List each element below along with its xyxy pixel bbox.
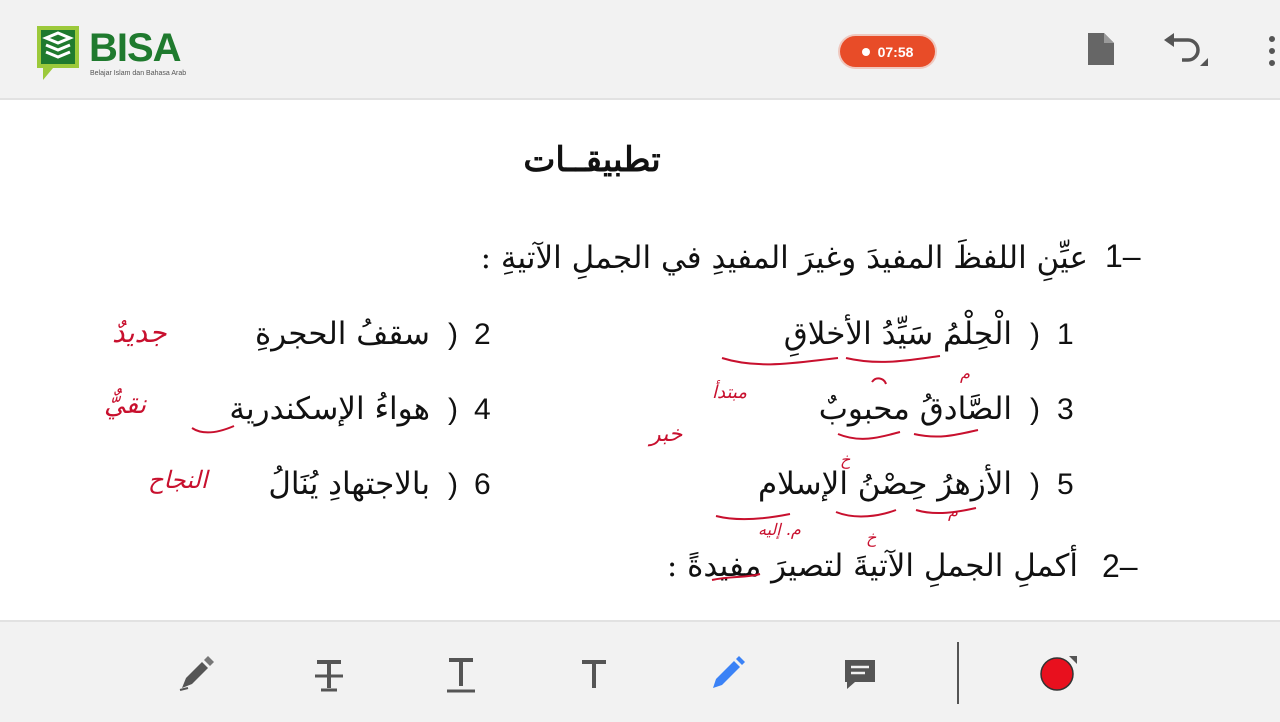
item4-paren: )	[448, 393, 458, 426]
annotation-item5-mudaf-ilaih: م. إليه	[758, 520, 801, 539]
ink-underline-item1b	[846, 356, 940, 362]
item2-number: 2	[474, 318, 491, 351]
recording-time: 07:58	[877, 43, 914, 60]
annotation-item3-khabar: خبر	[650, 422, 683, 447]
annotation-item2: جديدٌ	[112, 316, 167, 349]
ink-underline-item5	[716, 514, 790, 519]
ink-underline-item3	[838, 432, 900, 439]
comment-icon[interactable]	[838, 652, 882, 696]
bottom-toolbar	[0, 620, 1280, 722]
annotation-mark-kh-item5: خ	[866, 528, 877, 547]
file-icon[interactable]	[1086, 33, 1114, 65]
logo-tagline: Belajar Islam dan Bahasa Arab	[90, 70, 187, 77]
item2-text: سقفُ الحجرةِ	[254, 316, 430, 352]
item1-number: 1	[1057, 318, 1074, 351]
item2-paren: )	[448, 318, 458, 351]
toolbar-separator	[957, 642, 959, 704]
ink-underline-item4	[192, 426, 234, 432]
undo-icon[interactable]	[1160, 32, 1210, 68]
underline-text-icon[interactable]	[439, 652, 483, 696]
item3-number: 3	[1057, 393, 1074, 426]
pencil-icon[interactable]	[705, 652, 749, 696]
question1-number: 1–	[1105, 238, 1141, 274]
annotation-item3-mubtada: مبتدأ	[712, 382, 747, 403]
ink-underline-item5c	[916, 508, 976, 513]
item6-paren: )	[448, 468, 458, 501]
question2-number: 2–	[1102, 548, 1138, 584]
annotation-mark-m-item3: م	[960, 364, 970, 383]
strikethrough-text-icon[interactable]	[307, 652, 351, 696]
ink-mark-item1	[872, 378, 886, 384]
record-color-icon[interactable]	[1035, 652, 1079, 696]
item5-paren: )	[1030, 468, 1040, 501]
ink-underline-item1	[722, 358, 838, 364]
worksheet-title: تطبيقــات	[523, 140, 661, 180]
recording-dot-icon	[862, 48, 870, 56]
item5-text: الأزهرُ حِصْنُ الإسلام	[757, 466, 1012, 502]
item3-paren: )	[1030, 393, 1040, 426]
item5-number: 5	[1057, 468, 1074, 501]
logo-name: BISA	[89, 26, 181, 70]
text-tool-icon[interactable]	[572, 652, 616, 696]
pen-tool-icon[interactable]	[174, 652, 218, 696]
ink-underline-item3b	[914, 430, 978, 437]
item4-text: هواءُ الإسكندرية	[229, 391, 430, 427]
annotation-item4: نقيٌّ	[104, 390, 147, 420]
item4-number: 4	[474, 393, 491, 426]
top-toolbar	[0, 0, 1280, 100]
question2-text: أكملِ الجملِ الآتيةَ لتصيرَ مفيدةً :	[666, 548, 1078, 584]
item6-text: بالاجتهادِ يُنَالُ	[268, 466, 430, 502]
item3-text: الصَّادقُ محبوبٌ	[818, 391, 1012, 427]
item1-text: الْحِلْمُ سَيِّدُ الأخلاقِ	[783, 316, 1012, 352]
annotation-item6: النجاح	[148, 466, 208, 494]
question1-text: عيِّنِ اللفظَ المفيدَ وغيرَ المفيدِ في الجملِ الآتيةِ :	[480, 240, 1088, 276]
item6-number: 6	[474, 468, 491, 501]
annotation-mark-kh-item3: خ	[840, 450, 851, 469]
ink-underline-item5b	[836, 510, 896, 516]
item1-paren: )	[1030, 318, 1040, 351]
document-page[interactable]	[0, 100, 1280, 620]
bisa-logo-icon	[33, 22, 83, 84]
annotation-mark-m-item5: م	[948, 502, 958, 521]
recording-timer[interactable]	[840, 36, 935, 67]
more-vertical-icon[interactable]	[1264, 34, 1280, 68]
